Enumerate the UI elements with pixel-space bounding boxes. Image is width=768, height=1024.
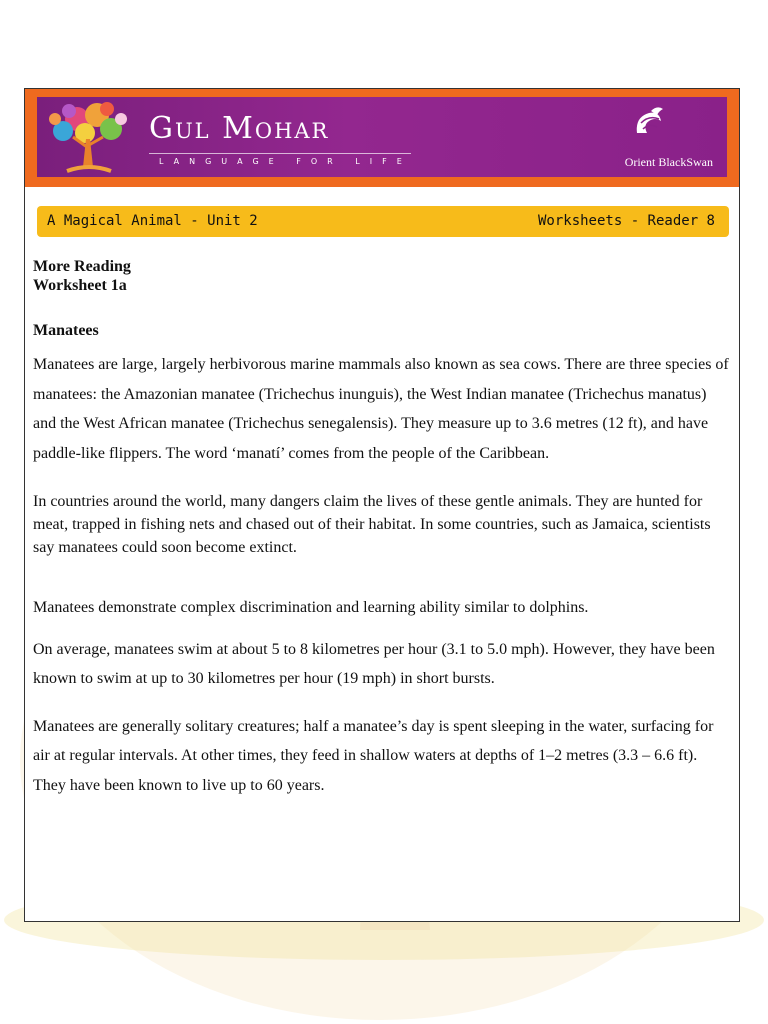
section-heading: More Reading (33, 258, 131, 275)
paragraph: In countries around the world, many dangers claim the lives of these gentle animals. They are hunted for meat, trapped in fishing nets and chased out of their habitat. In some countries, such as Jamaica, scientists say manatees could soon become extinct. (33, 493, 711, 556)
tree-logo-icon (37, 97, 141, 177)
brand-rule (149, 153, 411, 154)
paragraph: Manatees are generally solitary creatures; half a manatee’s day is spent sleeping in the water, surfacing for air at regular intervals. At other times, they feed in shallow waters at depths of 1–2 metres (3.3 – 6.6 ft). They have been known to live up to 60 years. (33, 717, 714, 794)
topic-title: Manatees (33, 322, 99, 339)
publisher-name: Orient BlackSwan (624, 155, 713, 169)
worksheet-number: Worksheet 1a (33, 277, 127, 294)
brand-tagline: LANGUAGE FOR LIFE (159, 157, 412, 166)
paragraph: On average, manatees swim at about 5 to 8 kilometres per hour (3.1 to 5.0 mph). However, they have been known to swim at up to 30 kilometres per hour (19 mph) in short bursts. (33, 640, 715, 687)
paragraph: Manatees demonstrate complex discrimination and learning ability similar to dolphins. (33, 599, 589, 616)
paragraph: Manatees are large, largely herbivorous marine mammals also known as sea cows. There are three species of manatees: the Amazonian manatee (Trichechus inunguis), the West Indian manatee (Trichechus manatus) and the West African manatee (Trichechus senegalensis). They measure up to 3.6 metres (12 ft), and have paddle-like flippers. The word ‘manatí’ comes from the people of the Caribbean. (33, 356, 729, 462)
worksheet-page (24, 88, 740, 922)
brand-title: Gul Mohar (149, 111, 330, 146)
worksheet-series: Worksheets - Reader 8 (537, 213, 715, 229)
unit-title: A Magical Animal - Unit 2 (47, 213, 258, 229)
header-banner (25, 89, 739, 187)
unit-bar (37, 206, 729, 237)
swan-logo-icon (629, 103, 669, 143)
worksheet-content (33, 257, 729, 800)
banner-panel (37, 97, 727, 177)
